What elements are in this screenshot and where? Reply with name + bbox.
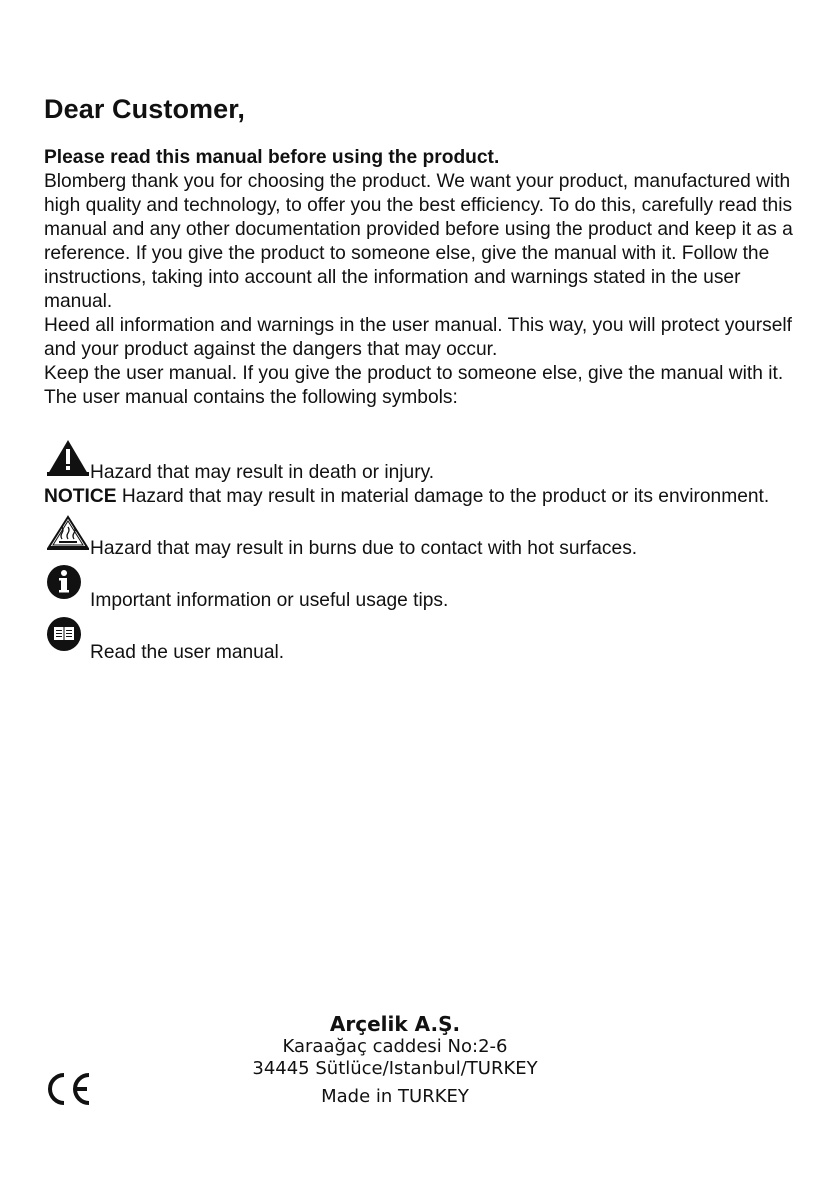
ce-mark-icon bbox=[44, 1071, 96, 1112]
symbol-info-text: Important information or useful usage tips. bbox=[90, 590, 449, 611]
symbol-info bbox=[44, 564, 834, 611]
intro-section bbox=[44, 146, 814, 410]
symbol-notice bbox=[44, 486, 834, 512]
symbol-danger-text: Hazard that may result in death or injury. bbox=[90, 462, 435, 483]
page-title: Dear Customer, bbox=[44, 94, 245, 124]
manufacturer-info bbox=[220, 1012, 570, 1108]
symbol-hot-text: Hazard that may result in burns due to contact with hot surfaces. bbox=[90, 538, 638, 559]
read-manual-icon bbox=[46, 616, 86, 662]
intro-subtitle: Please read this manual before using the product. bbox=[44, 147, 500, 168]
symbol-manual-text: Read the user manual. bbox=[90, 642, 285, 663]
company-name: Arçelik A.Ş. bbox=[329, 1012, 461, 1036]
hot-surface-icon bbox=[46, 514, 90, 558]
symbol-hot-surface bbox=[44, 512, 834, 559]
address-line-1: Karaağaç caddesi No:2-6 bbox=[282, 1036, 508, 1057]
info-icon bbox=[46, 564, 86, 610]
symbols-intro: The user manual contains the following symbols: bbox=[44, 387, 458, 408]
notice-label: NOTICE bbox=[44, 486, 117, 507]
symbol-danger bbox=[44, 436, 834, 483]
keep-paragraph: Keep the user manual. If you give the product to someone else, give the manual with it. bbox=[44, 363, 784, 384]
intro-paragraph: Blomberg thank you for choosing the product. We want your product, manufactured with high quality and technology, to offer you the best efficiency. To do this, carefully read this manual and any other documentation provided before using the product and keep it as a reference. If you give the product to someone else, give the manual with it. Follow the instructions, taking into account all the information and warnings stated in the user manual. bbox=[44, 171, 793, 312]
warning-triangle-icon bbox=[46, 438, 90, 484]
address-line-2: 34445 Sütlüce/Istanbul/TURKEY bbox=[252, 1058, 538, 1079]
heed-paragraph: Heed all information and warnings in the user manual. This way, you will protect yourself and your product against the dangers that may occur. bbox=[44, 315, 792, 360]
symbol-manual bbox=[44, 616, 834, 663]
made-in-label: Made in TURKEY bbox=[321, 1086, 469, 1107]
symbol-notice-text: Hazard that may result in material damage to the product or its environment. bbox=[121, 486, 770, 507]
